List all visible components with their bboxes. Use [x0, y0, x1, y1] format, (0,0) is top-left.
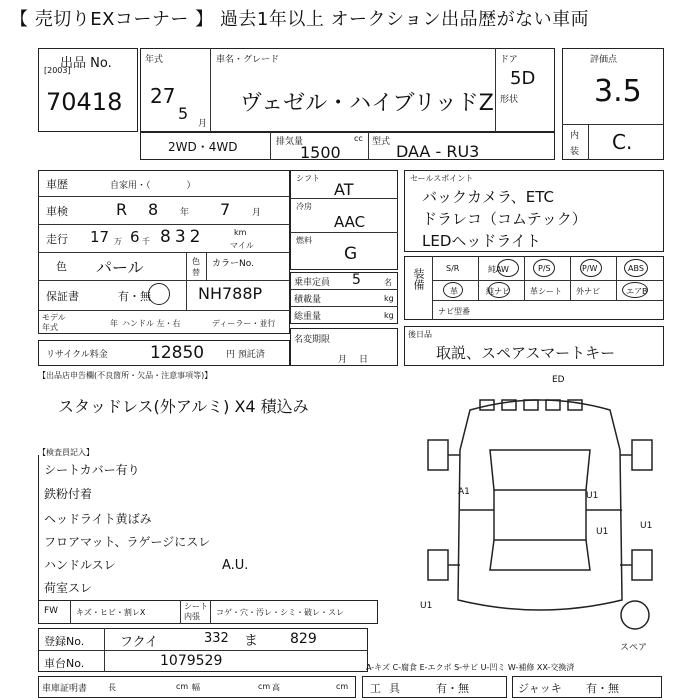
seat-label-1: シート — [184, 602, 208, 611]
sales-label: セールスポイント — [410, 174, 474, 183]
cert-length: 長 — [108, 683, 116, 692]
inspector-line-2: 鉄粉付着 — [44, 487, 93, 501]
sales-line-3: LEDヘッドライト — [422, 232, 541, 250]
tools-label: 工具 — [370, 682, 408, 695]
recycle-unit: 円 預託済 — [226, 350, 265, 360]
sales-line-2: ドラレコ（コムテック） — [422, 210, 587, 228]
cert-label: 車庫証明書 — [42, 684, 88, 694]
inspection-year-unit: 年 — [180, 208, 190, 218]
mileage-label: 走行 — [46, 233, 68, 246]
exhibitor-notes-label: 【出品店申告欄(不良箇所・欠品・注意事項等)】 — [38, 371, 213, 380]
capacity-unit: 名 — [384, 278, 392, 287]
inspector-au-mark: A.U. — [222, 558, 249, 573]
equipment-label: 装備 — [412, 268, 425, 290]
model-code-value: DAA - RU3 — [396, 142, 480, 161]
lot-year-code: [2003] — [44, 66, 71, 75]
door-value: 5D — [510, 68, 536, 89]
mileage-man-unit: 万 — [114, 237, 122, 246]
model-year-handle: ハンドル 左・右 — [122, 319, 181, 328]
equip-circle-navi — [488, 282, 510, 298]
lot-number: 70418 — [46, 88, 123, 116]
equip-circle-leather — [443, 282, 463, 298]
registration-kana: ま — [244, 633, 258, 649]
fw-label: FW — [44, 606, 59, 616]
lot-label: 出品 No. — [60, 56, 112, 71]
inspection-year: 8 — [148, 200, 159, 219]
cert-cm-2: cm — [258, 682, 271, 691]
cert-cm-3: cm — [336, 682, 349, 691]
jack-label: ジャッキ — [518, 682, 562, 695]
interior-label-top: 内 — [570, 131, 580, 141]
equip-aw: 純AW — [488, 265, 509, 274]
month-suffix: 月 — [198, 119, 208, 129]
exhibitor-notes-value: スタッドレス(外アルミ) X4 積込み — [58, 397, 309, 416]
inspector-line-3: ヘッドライト黄ばみ — [44, 512, 152, 526]
chassis-label: 車台No. — [44, 657, 85, 670]
displacement-value: 1500 — [300, 143, 341, 162]
inspector-line-6: 荷室スレ — [44, 581, 93, 595]
mileage-sen-unit: 千 — [142, 237, 150, 246]
equip-navi-model: ナビ型番 — [438, 307, 470, 316]
diagram-mark-u1d: U1 — [420, 601, 433, 611]
cert-width: 幅 — [192, 683, 200, 692]
registration-class: 332 — [204, 631, 229, 646]
accessories-label: 後日品 — [408, 330, 432, 339]
load-label: 積載量 — [294, 295, 322, 305]
mileage-mile: マイル — [230, 241, 254, 250]
history-value: 自家用・（ ） — [110, 181, 196, 191]
color-value: パール — [96, 258, 144, 277]
inspector-notes-label: 【検査員記入】 — [38, 448, 94, 457]
model-year-unit: 年 — [110, 319, 118, 328]
interior-label-bottom: 装 — [570, 147, 580, 157]
page-title: 【 売切りEXコーナー 】 過去1年以上 オークション出品歴がない車両 — [10, 9, 590, 30]
displacement-label: 排気量 — [276, 137, 304, 147]
capacity-value: 5 — [352, 272, 361, 288]
drive-value: 2WD・4WD — [168, 140, 238, 154]
year-label: 年式 — [145, 55, 164, 65]
tools-value: 有・無 — [436, 682, 469, 695]
ac-value: AAC — [334, 213, 366, 231]
cert-height: 高 — [272, 683, 280, 692]
registration-region: フクイ — [120, 635, 158, 650]
sales-line-1: バックカメラ、ETC — [422, 188, 555, 206]
chassis-value: 1079529 — [160, 653, 223, 669]
equip-circle-pw — [580, 259, 602, 277]
shift-value: AT — [334, 180, 354, 199]
warranty-label: 保証書 — [46, 290, 79, 303]
jack-value: 有・無 — [586, 682, 619, 695]
legend: A-キズ C-腐食 E-エクボ S-サビ U-凹ミ W-補修 XX-交換済 — [366, 663, 575, 672]
history-label: 車歴 — [46, 178, 68, 191]
fuel-value: G — [344, 244, 358, 264]
equip-circle-ps — [533, 259, 555, 277]
equip-leather: 革 — [450, 287, 458, 296]
interior-value: C. — [612, 130, 633, 154]
diagram-mark-u1a: U1 — [586, 491, 599, 501]
inspector-line-5: ハンドルスレ — [44, 558, 116, 572]
equip-ps: P/S — [538, 264, 551, 273]
seat-items: コゲ・穴・汚レ・シミ・破レ・スレ — [216, 608, 344, 617]
diagram-mark-u1b: U1 — [640, 521, 653, 531]
fw-items: キズ・ヒビ・割レX — [76, 608, 146, 617]
total-weight-unit: kg — [384, 311, 394, 320]
displacement-unit: cc — [354, 134, 363, 143]
equip-pw: P/W — [582, 264, 598, 273]
warranty-circle — [148, 283, 170, 305]
equip-circle-abs — [624, 259, 648, 277]
capacity-label: 乗車定員 — [294, 278, 331, 288]
door-label: ドア — [500, 55, 518, 65]
total-weight-label: 総重量 — [294, 312, 322, 322]
equip-leather-seat: 革シート — [530, 287, 562, 296]
equip-sr: S/R — [446, 264, 460, 273]
color-label: 色 — [56, 260, 67, 273]
color-change-label-1: 色 — [192, 257, 200, 266]
equip-abs: ABS — [628, 264, 644, 273]
equip-circle-aw — [497, 259, 519, 277]
model-name-label: 車名・グレード — [216, 55, 280, 65]
model-year-label-2: 年式 — [42, 323, 58, 332]
mileage-rest: 832 — [160, 227, 205, 247]
diagram-mark-u1c: U1 — [596, 527, 609, 537]
diagram-mark-a1: A1 — [458, 487, 470, 497]
inspector-line-4: フロアマット、ラゲージにスレ — [44, 535, 211, 549]
model-year-dealer: ディーラー・並行 — [212, 319, 276, 328]
rating-value: 3.5 — [594, 74, 642, 109]
ac-label: 冷房 — [296, 202, 312, 211]
mileage-sen: 6 — [130, 228, 140, 246]
equip-navi: 純ナビ — [486, 287, 510, 296]
warranty-value: 有・無 — [118, 290, 151, 303]
inspection-month: 7 — [220, 200, 231, 219]
color-change-label-2: 替 — [192, 268, 200, 277]
car-diagram — [410, 370, 670, 635]
body-type-label: 形状 — [500, 95, 519, 105]
seat-label-2: 内張 — [184, 612, 200, 621]
model-code-label: 型式 — [372, 137, 391, 147]
rating-label: 評価点 — [590, 55, 618, 65]
year-month: 5 — [178, 104, 189, 123]
equip-ext-navi: 外ナビ — [576, 287, 600, 296]
year-value: 27 — [150, 84, 176, 108]
inspection-era: R — [116, 200, 128, 219]
registration-label: 登録No. — [44, 635, 85, 648]
shift-label: シフト — [296, 174, 320, 183]
registration-number: 829 — [290, 631, 317, 647]
load-unit: kg — [384, 294, 394, 303]
recycle-label: リサイクル料金 — [46, 350, 108, 360]
color-no-label: カラーNo. — [212, 259, 254, 269]
color-no-value: NH788P — [198, 284, 263, 303]
cert-cm-1: cm — [176, 682, 189, 691]
model-year-label-1: モデル — [42, 313, 66, 322]
diagram-mark-top: ED — [552, 375, 565, 385]
fuel-label: 燃料 — [296, 236, 312, 245]
inspection-label: 車検 — [46, 205, 68, 218]
equip-circle-airbag — [622, 282, 648, 298]
mileage-km: km — [234, 228, 247, 237]
spare-label: スペア — [620, 643, 648, 653]
equip-airbag: エアB — [626, 287, 648, 296]
name-change-unit: 月日 — [338, 355, 381, 365]
inspector-line-1: シートカバー有り — [44, 463, 140, 477]
recycle-value: 12850 — [150, 343, 205, 363]
accessories-value: 取説、スペアスマートキー — [436, 344, 616, 362]
model-name-value: ヴェゼル・ハイブリッドZ — [240, 91, 494, 116]
mileage-man: 17 — [90, 228, 110, 246]
inspection-month-unit: 月 — [252, 208, 262, 218]
name-change-label: 名変期限 — [294, 335, 331, 345]
